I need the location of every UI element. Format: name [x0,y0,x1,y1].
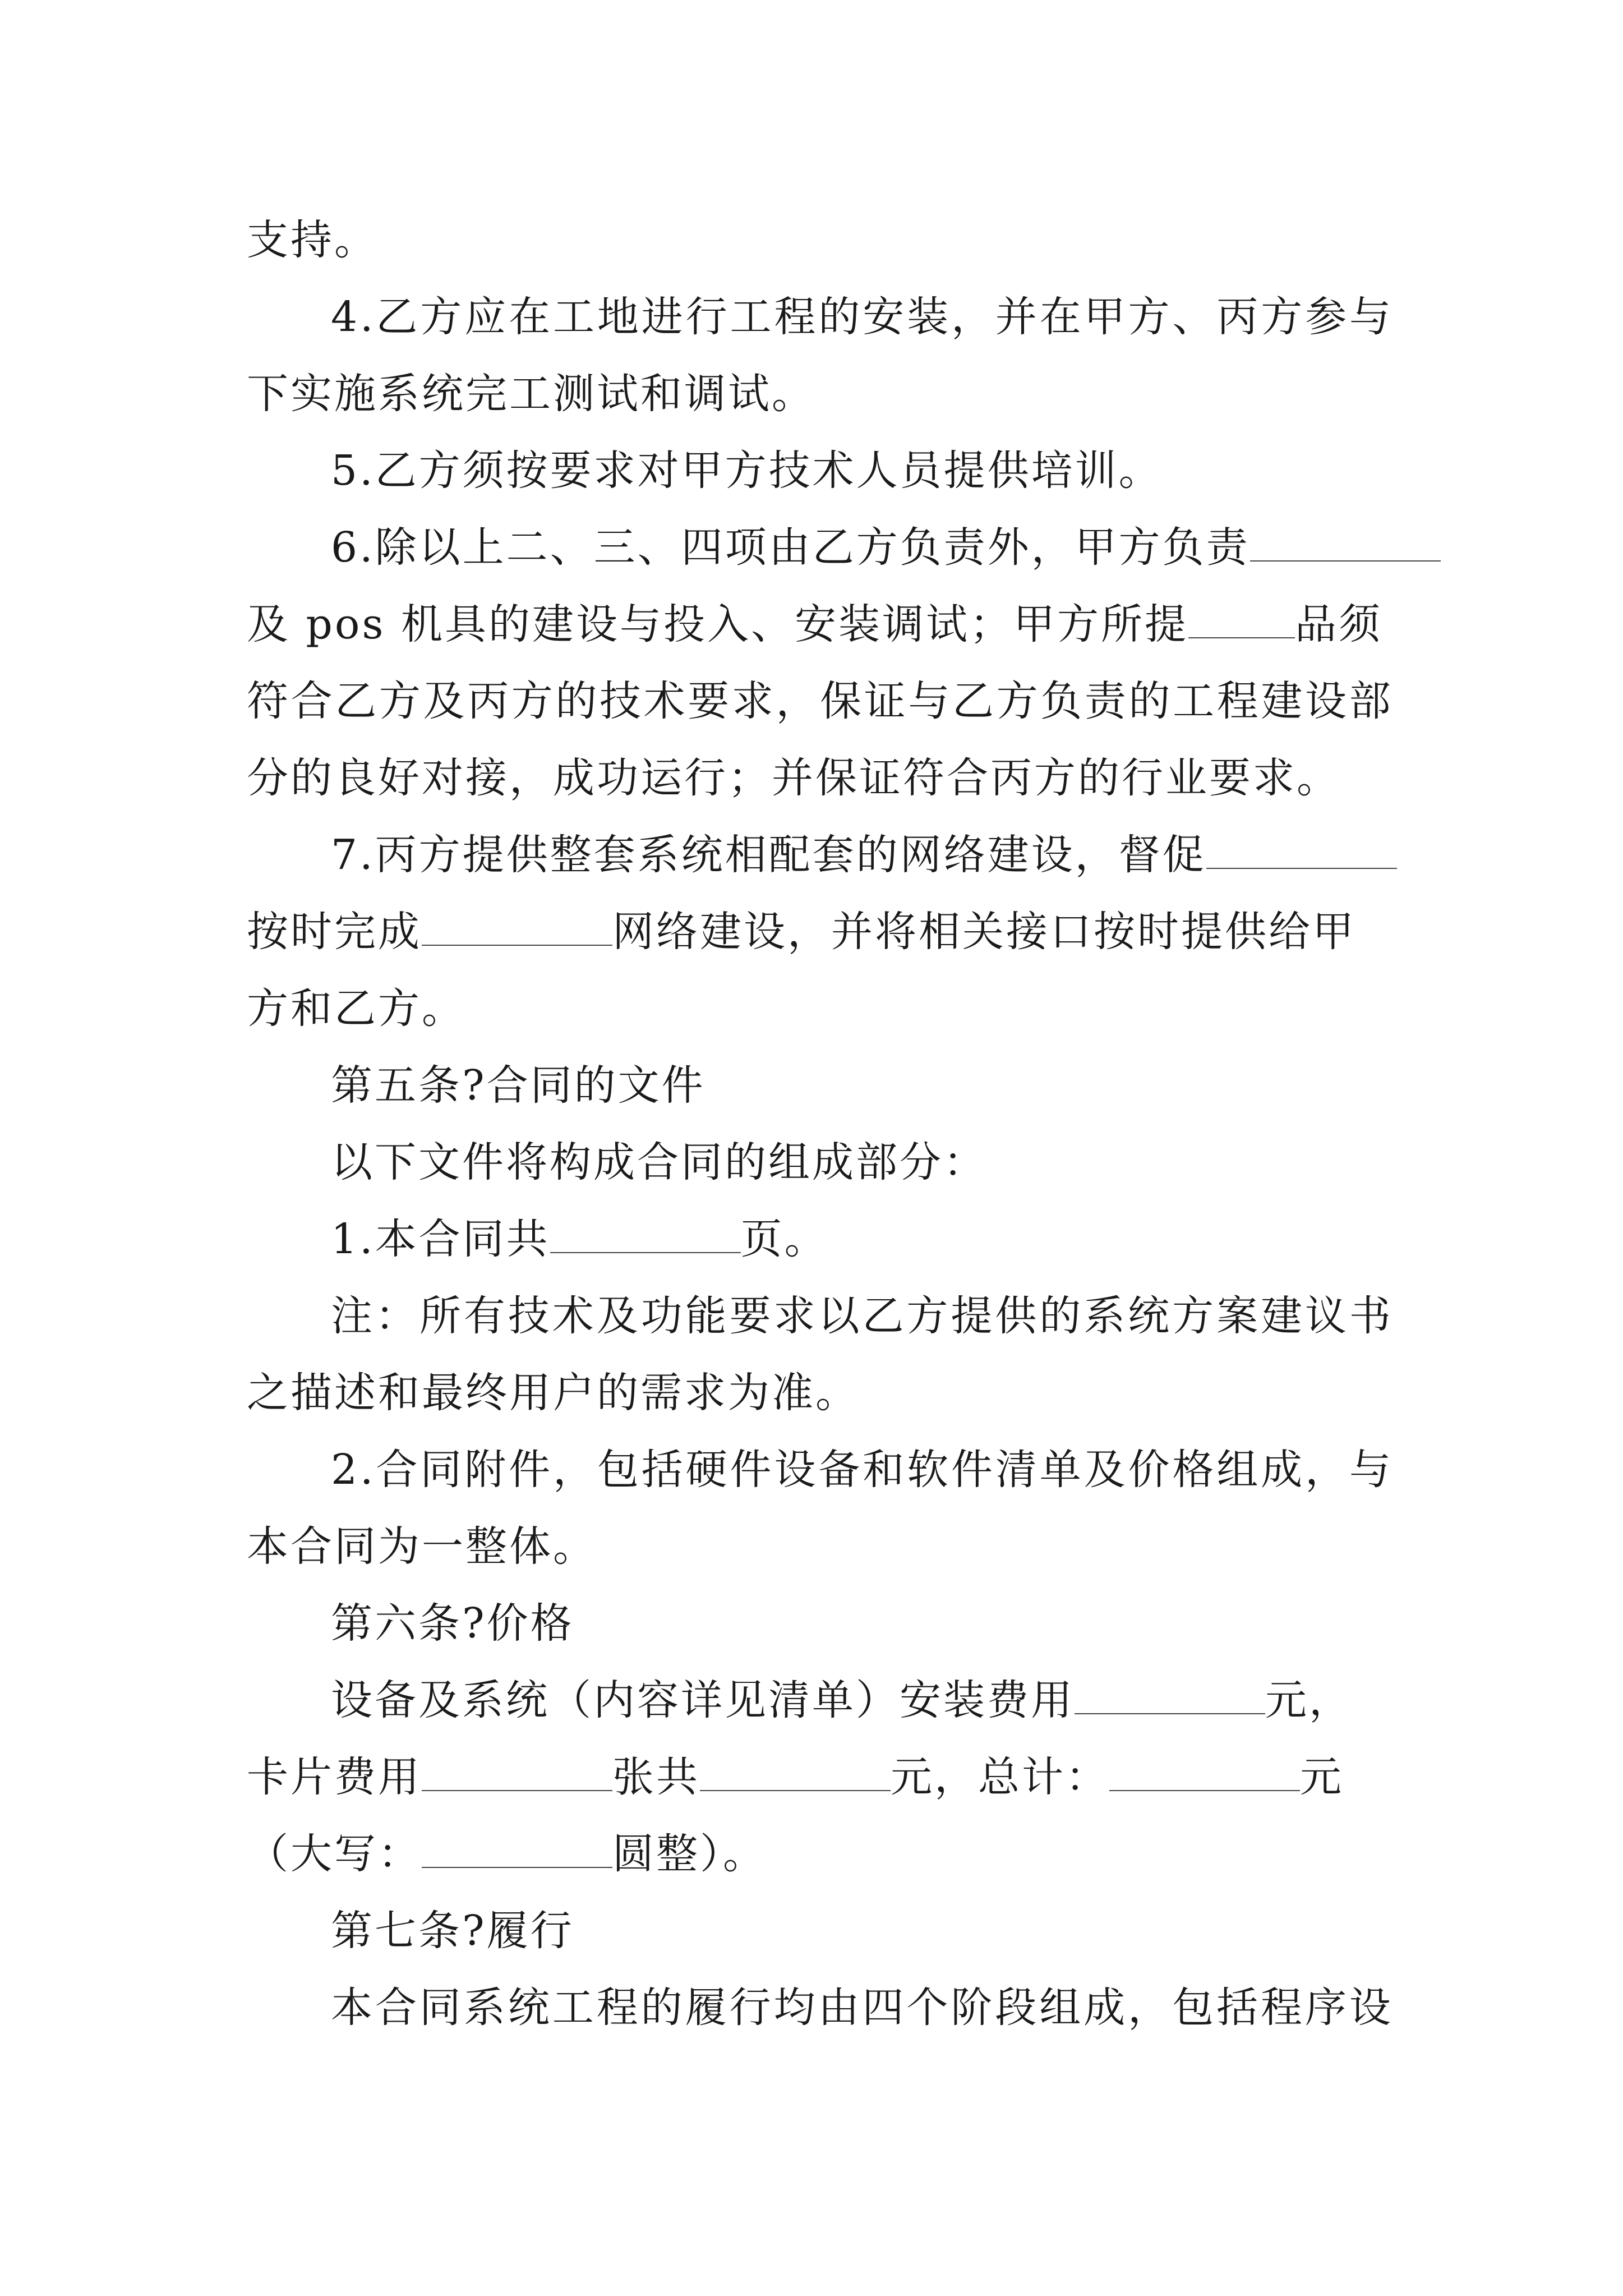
line-char: 提 [951,1292,993,1340]
line-char: 方 [420,293,462,341]
line-char: ， [1128,1984,1170,2032]
line-char: 成 [1083,1984,1126,2032]
line-char: 四 [862,1984,904,2032]
line-text-segment: 页。 [740,1215,828,1263]
line-char: 建 [1261,677,1303,725]
line-char: 阶 [951,1984,993,2032]
line-char: 括 [1216,1984,1258,2032]
paragraph-line [247,1201,1391,1278]
line-char: 包 [1172,1984,1214,2032]
line-text: 分的良好对接，成功运行；并保证符合丙方的行业要求。 [247,754,1340,802]
line-char: 方 [906,1292,948,1340]
line-char: 乙 [376,293,418,341]
fill-in-blank [1250,522,1441,562]
paragraph-line [247,1893,1391,1970]
line-char: 方 [996,677,1038,725]
fill-in-blank [422,1752,612,1791]
line-char: 本 [331,1984,372,2032]
line-char: 括 [641,1446,683,1494]
line-char: 的 [818,293,860,341]
paragraph-line [247,1432,1391,1508]
line-char: 术 [552,1292,594,1340]
line-char: ， [776,677,818,725]
line-text-segment: 7.丙方提供整套系统相配套的网络建设，督促 [331,831,1206,879]
fill-in-blank [550,1214,741,1253]
line-char: 要 [688,677,730,725]
paragraph-line [247,1047,1391,1124]
fill-in-blank [1075,1675,1265,1714]
line-char: 方 [1261,293,1303,341]
fill-in-blank [700,1752,891,1791]
line-char: 求 [773,1292,815,1340]
line-text-segment: （大写： [247,1830,422,1878]
line-text: 本合同为一整体。 [247,1522,597,1571]
paragraph-line [247,202,1391,279]
line-char: 议 [1304,1292,1347,1340]
line-char: 进 [641,293,683,341]
line-char: 设 [1305,677,1347,725]
line-char: 部 [1349,677,1391,725]
paragraph-line [247,279,1391,356]
line-text: 以下文件将构成合同的组成部分： [331,1138,987,1186]
line-char: 履 [685,1984,727,2032]
line-char: 行 [685,293,727,341]
line-char: 甲 [1083,293,1126,341]
paragraph-line [247,586,1391,663]
line-text: 方和乙方。 [247,984,465,1033]
paragraph-line [247,1816,1391,1893]
line-char: 方 [379,677,421,725]
line-text-segment: 网络建设，并将相关接口按时提供给甲 [612,908,1356,956]
line-text: 第五条?合同的文件 [331,1061,706,1110]
line-char: 与 [908,677,950,725]
line-char: 程 [1216,677,1258,725]
line-char: ， [1305,1446,1347,1494]
line-char: 的 [640,1984,683,2032]
line-char: 丙 [1216,293,1258,341]
line-text-segment: 1.本合同共 [331,1215,550,1263]
line-char: 段 [995,1984,1037,2032]
line-char: 组 [1039,1984,1081,2032]
line-char: 负 [1040,677,1082,725]
line-char: 软 [907,1446,949,1494]
line-char: 以 [818,1292,860,1340]
line-char: 术 [643,677,685,725]
line-char: 合 [291,677,333,725]
fill-in-blank [422,907,612,946]
line-char: 2 [331,1446,358,1494]
line-char: 格 [1172,1446,1214,1494]
line-char: 合 [375,1984,417,2032]
line-char: 清 [995,1446,1037,1494]
line-char: 同 [420,1446,462,1494]
line-char: 工 [730,293,772,341]
line-char: 4 [331,293,358,341]
line-char: 及 [596,1292,638,1340]
line-char: 单 [1039,1446,1081,1494]
paragraph-line [247,1508,1391,1585]
line-char: 工 [1173,677,1215,725]
fill-in-blank [1109,1752,1300,1791]
line-char: 、 [1172,293,1214,341]
paragraph-line [247,509,1391,586]
line-char: 设 [774,1446,816,1494]
line-text: 之描述和最终用户的需求为准。 [247,1369,859,1417]
line-text: 5.乙方须按要求对甲方技术人员提供培训。 [331,447,1163,495]
line-char: 乙 [335,677,377,725]
line-char: 与 [1349,293,1391,341]
paragraph-line [247,1278,1391,1355]
line-char: 备 [818,1446,860,1494]
line-char: 证 [864,677,906,725]
line-text-segment: 张共 [612,1753,700,1801]
line-char: ， [951,293,993,341]
paragraph-line [247,1124,1391,1201]
line-char: 及 [423,677,465,725]
line-char: 注 [331,1292,372,1340]
line-char: 有 [463,1292,505,1340]
line-char: 在 [1039,293,1081,341]
line-char: 组 [1216,1446,1258,1494]
paragraph-line [247,894,1391,970]
line-char: 保 [820,677,862,725]
line-char: 并 [995,293,1037,341]
line-char: 系 [463,1984,505,2032]
line-char: 件 [951,1446,993,1494]
line-char: 的 [1128,677,1170,725]
line-char: 与 [1349,1446,1391,1494]
line-char: 装 [907,293,949,341]
line-text-segment: 及 pos 机具的建设与投入、安装调试；甲方所提 [247,600,1188,648]
line-text-segment: 品须 [1294,600,1382,648]
line-text-segment: 按时完成 [247,908,422,956]
line-char: 方 [511,677,553,725]
line-char: 案 [1216,1292,1258,1340]
line-char: 行 [729,1984,771,2032]
line-char: 求 [731,677,773,725]
line-char: 程 [774,293,816,341]
line-char: 统 [1128,1292,1170,1340]
line-char: 价 [1128,1446,1170,1494]
line-char: 能 [685,1292,727,1340]
line-char: 建 [1261,1292,1303,1340]
paragraph-line [247,356,1391,432]
line-char: 同 [419,1984,461,2032]
line-text-segment: 元，总计： [891,1753,1109,1801]
line-text-segment: 设备及系统（内容详见清单）安装费用 [331,1676,1075,1724]
line-char: 程 [596,1984,638,2032]
line-char: 参 [1305,293,1347,341]
line-text-segment: 元， [1265,1676,1353,1724]
paragraph-line [247,1355,1391,1432]
line-char: 书 [1349,1292,1391,1340]
line-char: 符 [247,677,288,725]
fill-in-blank [422,1829,612,1868]
line-char: 统 [508,1984,550,2032]
paragraph-line [247,432,1391,509]
line-char: 附 [464,1446,506,1494]
line-text-segment: 6.除以上二、三、四项由乙方负责外，甲方负责 [331,523,1250,572]
paragraph-line [247,1585,1391,1662]
line-char: 功 [640,1292,683,1340]
line-char: 均 [773,1984,815,2032]
line-char: 及 [1083,1446,1126,1494]
line-char: 包 [597,1446,639,1494]
line-char: ， [552,1446,594,1494]
line-char: 乙 [952,677,994,725]
line-char: 程 [1261,1984,1303,2032]
line-char: 要 [729,1292,771,1340]
line-char: . [359,1446,374,1494]
line-char: 在 [509,293,551,341]
line-char: 责 [1084,677,1126,725]
paragraph-line [247,817,1391,894]
line-char: 合 [376,1446,418,1494]
line-char: 技 [600,677,641,725]
line-char: 方 [1172,1292,1214,1340]
fill-in-blank [1188,599,1295,638]
line-text: 第六条?价格 [331,1599,574,1648]
paragraph-line [247,1970,1391,2046]
line-text: 第七条?履行 [331,1907,574,1955]
line-char: 系 [1083,1292,1126,1340]
line-char: 应 [464,293,506,341]
line-char: 工 [552,1984,594,2032]
line-char: 个 [906,1984,948,2032]
paragraph-line [247,1662,1391,1739]
line-text-segment: 元 [1300,1753,1344,1801]
line-char: 设 [1349,1984,1391,2032]
line-char: 和 [863,1446,905,1494]
line-char: 地 [597,293,639,341]
line-char: 丙 [467,677,509,725]
line-char: 由 [818,1984,860,2032]
line-char: 工 [552,293,594,341]
line-char: 的 [555,677,597,725]
line-char: 所 [419,1292,461,1340]
line-text-segment: 卡片费用 [247,1753,422,1801]
line-char: 件 [730,1446,772,1494]
line-char: 的 [1039,1292,1081,1340]
line-text: 下实施系统完工测试和调试。 [247,370,815,418]
line-char: 方 [1128,293,1170,341]
line-char: 硬 [685,1446,727,1494]
line-char: 安 [863,293,905,341]
line-char: 成 [1261,1446,1303,1494]
line-char: 供 [995,1292,1037,1340]
fill-in-blank [1206,830,1397,869]
line-char: . [359,293,374,341]
paragraph-line [247,970,1391,1047]
line-char: 技 [508,1292,550,1340]
contract-body-text [247,202,1391,2046]
paragraph-line [247,663,1391,740]
line-text-segment: 圆整）。 [612,1830,767,1878]
line-char: 件 [509,1446,551,1494]
line-char: ： [375,1292,417,1340]
line-char: 乙 [862,1292,904,1340]
paragraph-line [247,1739,1391,1816]
paragraph-line [247,740,1391,817]
line-char: 序 [1304,1984,1347,2032]
line-text: 支持。 [247,216,378,264]
